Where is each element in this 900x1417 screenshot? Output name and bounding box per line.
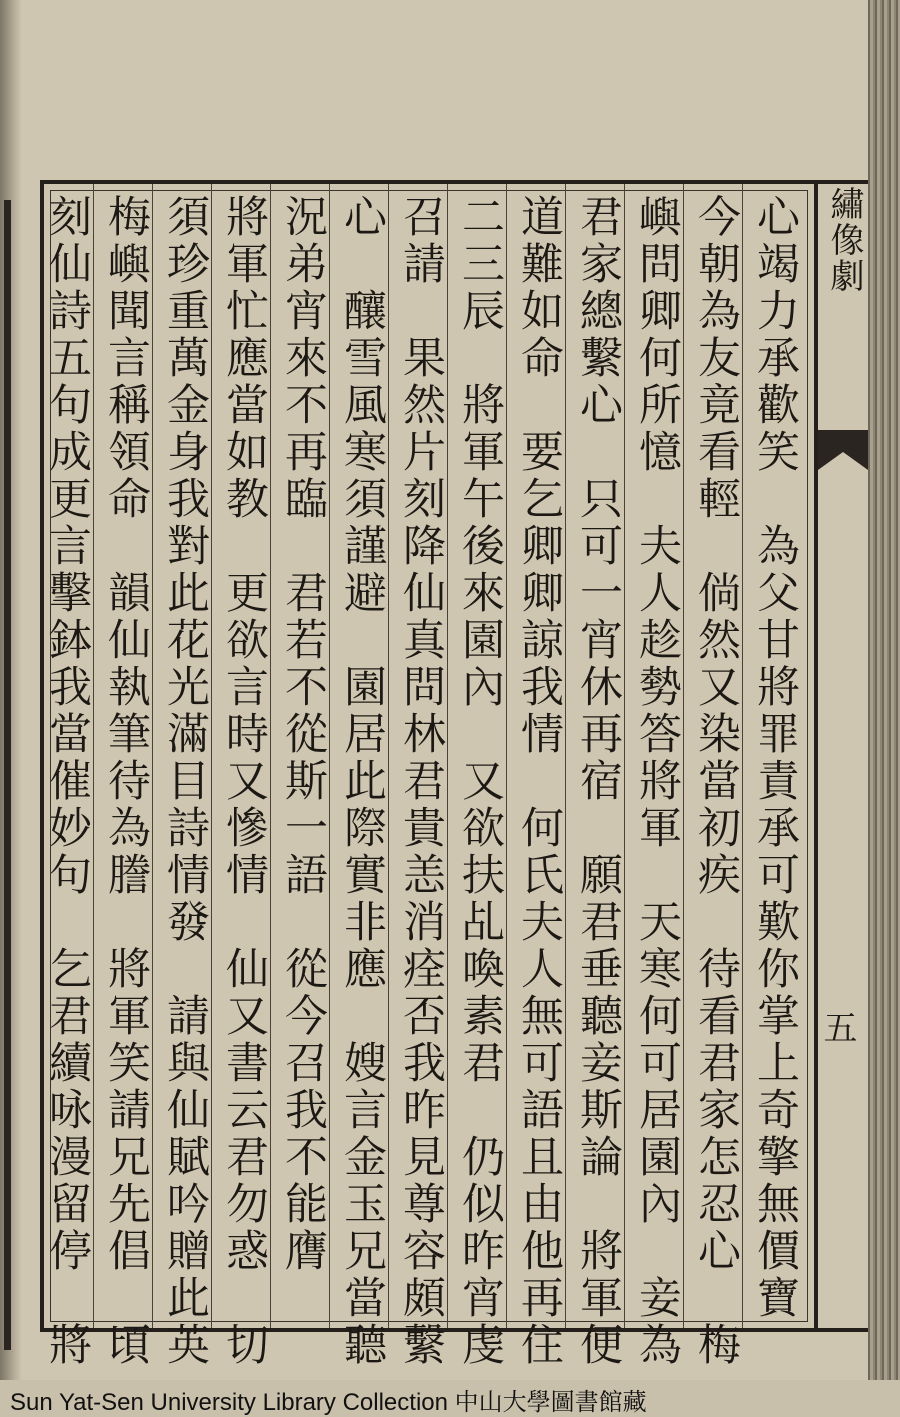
text-column-5 xyxy=(508,184,570,1369)
gutter-line xyxy=(4,200,11,1350)
column-text: 須珍重萬金身我對此花光滿目詩情發 請與仙賦吟贈此英 xyxy=(160,194,210,1369)
column-text: 今朝為友竟看輕 倘然又染當初疾 待看君家怎忍心 梅 xyxy=(691,194,741,1369)
text-column-8 xyxy=(331,184,393,1369)
text-column-11 xyxy=(154,184,216,1369)
column-text: 將軍忙應當如教 更欲言時又慘情 仙又書云君勿惑 切 xyxy=(219,194,269,1369)
text-column-1 xyxy=(744,184,806,1328)
text-column-10 xyxy=(213,184,275,1369)
book-edge xyxy=(868,0,900,1380)
text-column-13 xyxy=(36,184,98,1369)
column-text: 二三辰 將軍午後來園內 又欲扶乩喚素君 仍似昨宵虔 xyxy=(455,194,505,1369)
column-text: 君家總繫心 只可一宵休再宿 願君垂聽妾斯論 將軍便 xyxy=(573,194,623,1369)
text-column-6 xyxy=(449,184,511,1369)
collection-caption: Sun Yat-Sen University Library Collection 中山大學圖書館藏 xyxy=(10,1389,647,1416)
column-text: 道難如命 要乞卿卿諒我情 何氏夫人無可語且由他再住 xyxy=(514,194,564,1369)
column-text: 梅嶼聞言稱領命 韻仙執筆待為謄 將軍笑請兄先倡 頃 xyxy=(101,194,151,1369)
book-title-margin: 繡像劇 xyxy=(824,186,864,294)
column-text: 嶼問卿何所憶 夫人趁勢答將軍 天寒何可居園內 妾為 xyxy=(632,194,682,1369)
leaf-number: 五 xyxy=(817,1010,857,1044)
column-text: 刻仙詩五句成更言擊鉢我當催妙句 乞君續咏漫留停 將 xyxy=(42,194,92,1369)
column-text: 召請 果然片刻降仙真問林君貴恙消痊否我昨見尊容頗繫 xyxy=(396,194,446,1369)
text-column-3 xyxy=(626,184,688,1369)
column-text: 心竭力承歡笑 為父甘將罪責承可歎你掌上奇擎無價寶 xyxy=(750,194,800,1322)
text-column-9 xyxy=(272,184,334,1328)
column-text: 心 釀雪風寒須謹避 園居此際實非應 嫂言金玉兄當聽 xyxy=(337,194,387,1369)
banxin-margin xyxy=(818,180,868,1332)
text-column-2 xyxy=(685,184,747,1369)
text-column-7 xyxy=(390,184,452,1369)
column-text: 況弟宵來不再臨 君若不從斯一語 從今召我不能膺 xyxy=(278,194,328,1275)
text-column-12 xyxy=(95,184,157,1369)
text-column-4 xyxy=(567,184,629,1369)
